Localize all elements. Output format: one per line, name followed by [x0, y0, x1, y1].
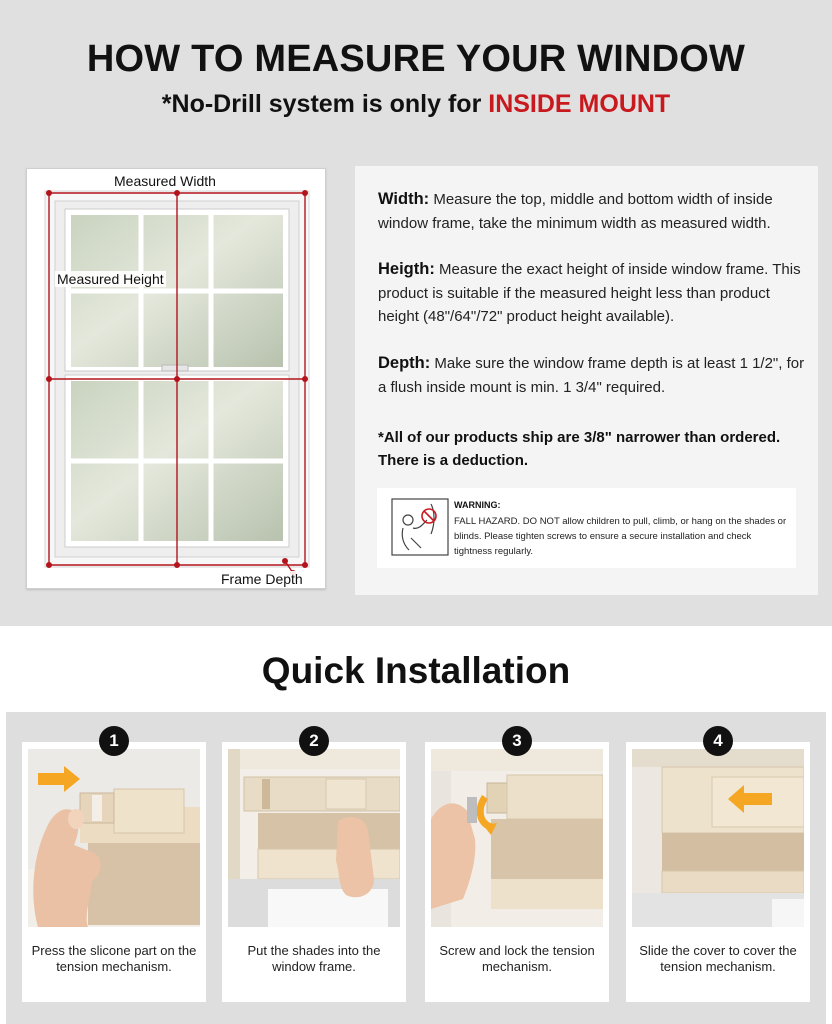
install-step-1	[22, 731, 206, 1002]
warning-text: FALL HAZARD. DO NOT allow children to pull, climb, or hang on the shades or blinds. Please tighten screws to ensure a secure installation and check tightness regularly.	[454, 516, 787, 557]
window-illustration	[27, 169, 327, 590]
step-2-photo	[228, 749, 400, 927]
subtitle-text: *No-Drill system is only for	[161, 90, 489, 118]
depth-text: Make sure the window frame depth is at least 1 1/2", for a flush inside mount is min. 1 3/4" required.	[378, 355, 805, 396]
page-subtitle	[0, 90, 832, 119]
step-1-number: 1	[99, 726, 129, 756]
measured-width-label: Measured Width	[114, 173, 216, 189]
width-term: Width:	[378, 190, 430, 208]
step-2-number: 2	[299, 726, 329, 756]
window-diagram	[26, 168, 326, 589]
deduction-note: *All of our products ship are 3/8" narrower than ordered. There is a deduction.	[378, 429, 781, 469]
install-step-2	[222, 731, 406, 1002]
width-text: Measure the top, middle and bottom width of inside window frame, take the minimum width as measured width.	[378, 191, 773, 232]
step-1-photo	[28, 749, 200, 927]
height-instruction	[378, 258, 808, 329]
subtitle-highlight: INSIDE MOUNT	[488, 90, 671, 118]
depth-instruction	[378, 352, 808, 399]
height-text: Measure the exact height of inside window frame. This product is suitable if the measured height less than product height (48"/64"/72" product height available).	[378, 261, 801, 325]
step-2-caption: Put the shades into the window frame.	[247, 943, 381, 974]
frame-depth-label: Frame Depth	[221, 571, 303, 587]
step-3-photo	[431, 749, 603, 927]
height-term: Heigth:	[378, 260, 435, 278]
step-3-number: 3	[502, 726, 532, 756]
install-step-3	[425, 731, 609, 1002]
depth-term: Depth:	[378, 354, 431, 372]
step-4-caption: Slide the cover to cover the tension mechanism.	[639, 943, 797, 974]
page-title: HOW TO MEASURE YOUR WINDOW	[86, 38, 746, 80]
child-hazard-icon	[391, 498, 449, 556]
step-3-caption: Screw and lock the tension mechanism.	[439, 943, 595, 974]
instructions-panel	[355, 166, 818, 595]
install-step-4	[626, 731, 810, 1002]
warning-title: WARNING:	[454, 500, 501, 510]
width-instruction	[378, 188, 808, 235]
warning-box	[377, 488, 796, 568]
step-1-caption: Press the slicone part on the tension mechanism.	[31, 943, 197, 974]
install-title: Quick Installation	[261, 650, 571, 691]
step-4-number: 4	[703, 726, 733, 756]
measured-height-label: Measured Height	[57, 271, 164, 287]
step-4-photo	[632, 749, 804, 927]
